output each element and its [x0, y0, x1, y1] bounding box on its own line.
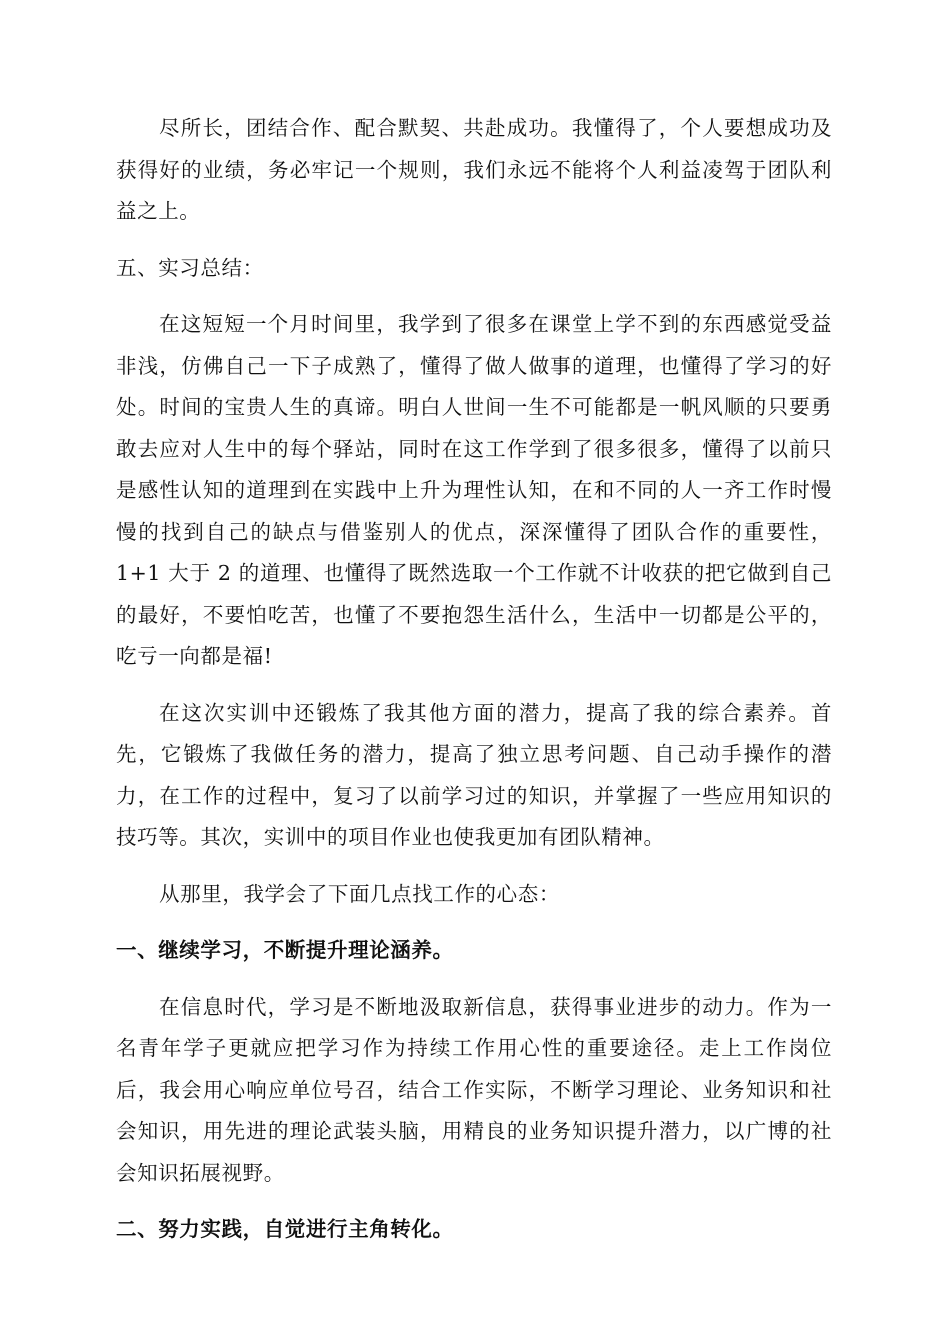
paragraph-summary: 在这短短一个月时间里，我学到了很多在课堂上学不到的东西感觉受益非浅，仿佛自己一下子成熟了，懂得了做人做事的道理，也懂得了学习的好处。时间的宝贵人生的真谛。明白人世间一生不可能都是一帆风顺的只要勇敢去应对人生中的每个驿站，同时在这工作学到了很多很多，懂得了以前只是感性认知的道理到在实践中上升为理性认知，在和不同的人一齐工作时慢慢的找到自己的缺点与借鉴别人的优点，深深懂得了团队合作的重要性，1+1 大于 2 的道理、也懂得了既然选取一个工作就不计收获的把它做到自己的最好，不要怕吃苦，也懂了不要抱怨生活什么，生活中一切都是公平的，吃亏一向都是福! [116, 312, 832, 668]
section-heading-internship-summary: 五、实习总结： [116, 255, 264, 280]
paragraph-training: 在这次实训中还锻炼了我其他方面的潜力，提高了我的综合素养。首先，它锻炼了我做任务的潜力，提高了独立思考问题、自己动手操作的潜力，在工作的过程中，复习了以前学习过的知识，并掌握了一些应用知识的技巧等。其次，实训中的项目作业也使我更加有团队精神。 [116, 700, 832, 849]
heading-practice: 二、努力实践，自觉进行主角转化。 [116, 1217, 454, 1241]
paragraph-teamwork: 尽所长，团结合作、配合默契、共赴成功。我懂得了，个人要想成功及获得好的业绩，务必牢记一个规则，我们永远不能将个人利益凌驾于团队利益之上。 [116, 116, 832, 223]
document-page [116, 108, 832, 1251]
heading-continue-learning: 一、继续学习，不断提升理论涵养。 [116, 938, 454, 962]
paragraph-information-age: 在信息时代，学习是不断地汲取新信息，获得事业进步的动力。作为一名青年学子更就应把学习作为持续工作用心性的重要途径。走上工作岗位后，我会用心响应单位号召，结合工作实际，不断学习理论、业务知识和社会知识，用先进的理论武装头脑，用精良的业务知识提升潜力，以广博的社会知识拓展视野。 [116, 994, 832, 1185]
paragraph-job-mindset-intro: 从那里，我学会了下面几点找工作的心态： [159, 881, 560, 906]
